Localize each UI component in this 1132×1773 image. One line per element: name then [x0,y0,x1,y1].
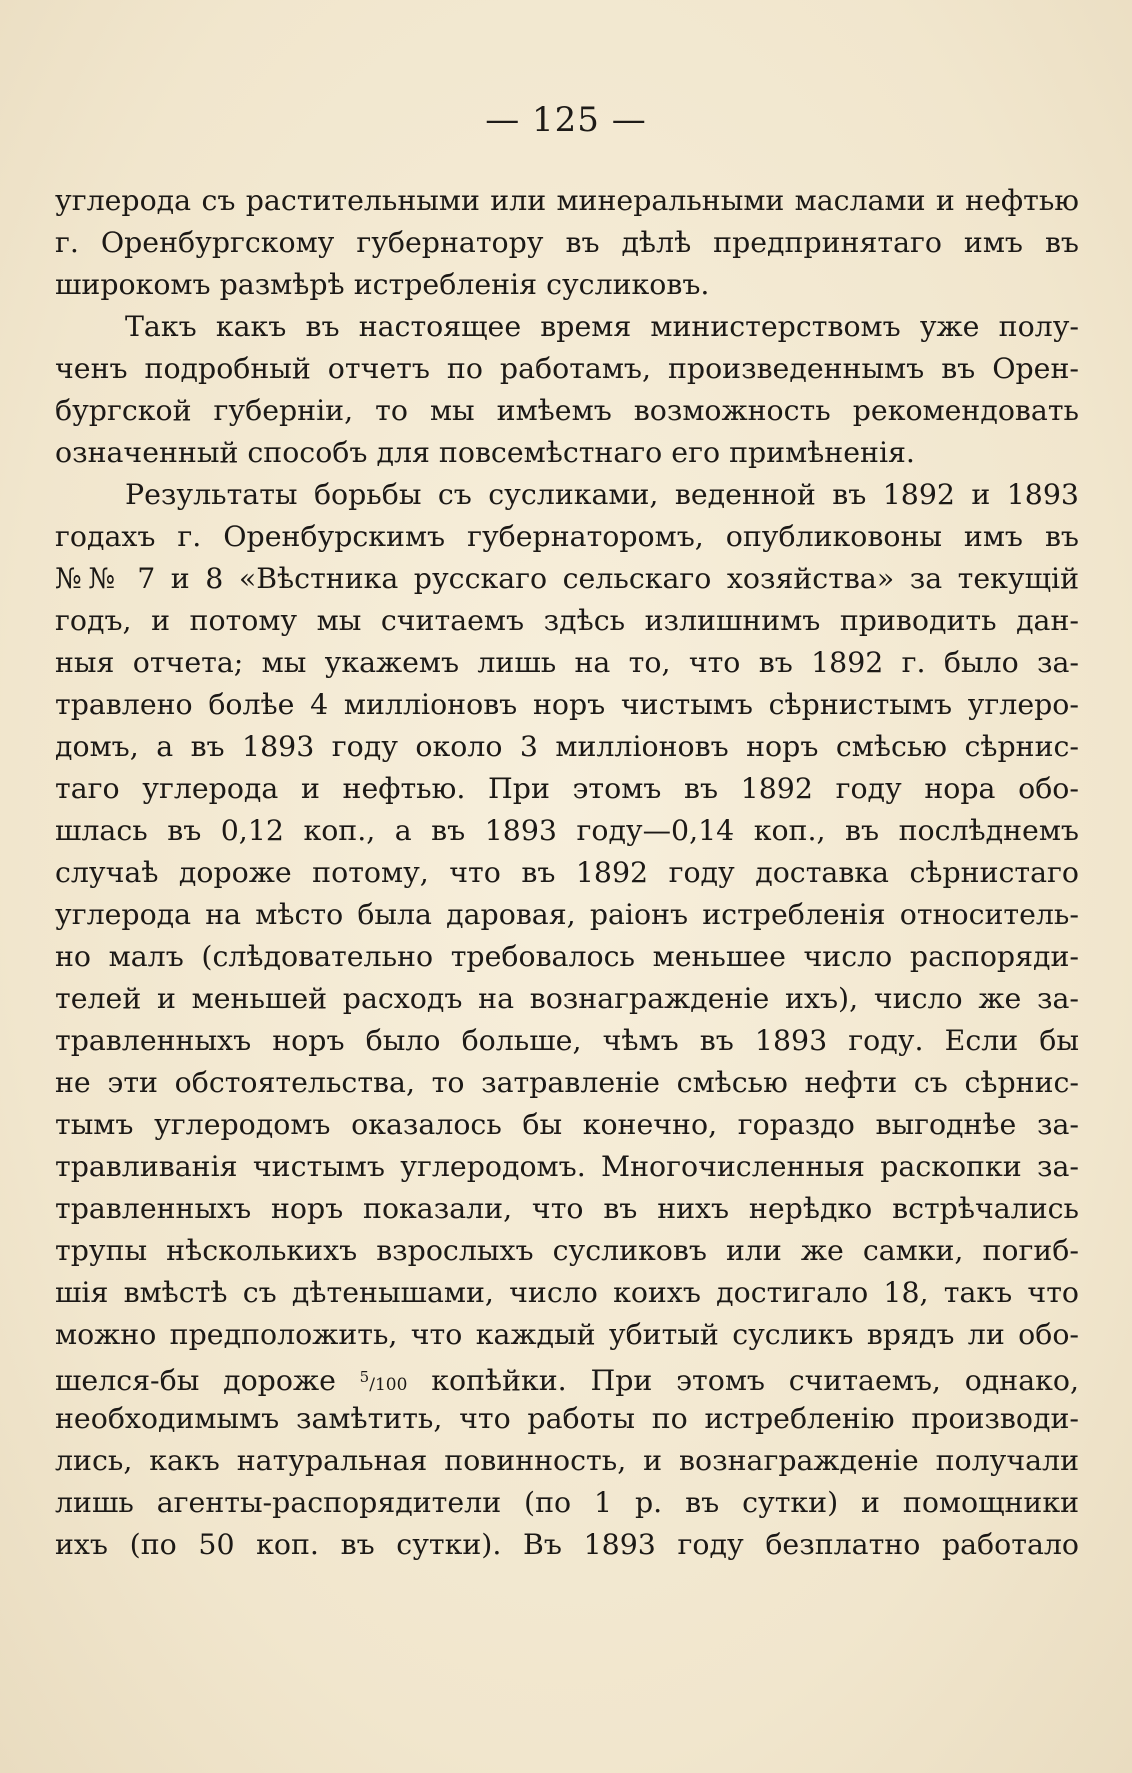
fraction-line-before: шелся-бы дороже [55,1364,336,1397]
text-line: домъ, а въ 1893 году около 3 милліоновъ норъ смѣсью сѣрнис- [55,730,1079,763]
text-line: ныя отчета; мы укажемъ лишь на то, что въ 1892 г. было за- [55,646,1079,679]
text-line: травливанія чистымъ углеродомъ. Многочисленныя раскопки за- [55,1150,1079,1183]
text-line: но малъ (слѣдовательно требовалось меньшее число распоряди- [55,940,1079,973]
text-line: лись, какъ натуральная повинность, и вознагражденіе получали [55,1444,1079,1477]
text-line: шія вмѣстѣ съ дѣтенышами, число коихъ достигало 18, такъ что [55,1276,1079,1309]
page-number: — 125 — [485,100,647,140]
text-line-fraction [55,1356,1079,1398]
text-line: не эти обстоятельства, то затравленіе смѣсью нефти съ сѣрнис- [55,1066,1079,1099]
text-line: бургской губерніи, то мы имѣемъ возможность рекомендовать [55,394,1079,427]
text-line: можно предположить, что каждый убитый сусликъ врядъ ли обо- [55,1318,1079,1351]
text-line: углерода съ растительными или минеральными маслами и нефтью [55,184,1079,217]
text-line: травленныхъ норъ показали, что въ нихъ нерѣдко встрѣчались [55,1192,1079,1225]
fraction-denominator: /100 [369,1375,408,1395]
text-line: случаѣ дороже потому, что въ 1892 году доставка сѣрнистаго [55,856,1079,889]
body-text [55,180,1079,1566]
text-line: шлась въ 0,12 коп., а въ 1893 году—0,14 коп., въ послѣднемъ [55,814,1079,847]
text-line: Такъ какъ въ настоящее время министерствомъ уже полу- [125,310,1079,343]
text-line: означенный способъ для повсемѣстнаго его примѣненія. [55,436,915,469]
text-line: тымъ углеродомъ оказалось бы конечно, гораздо выгоднѣе за- [55,1108,1079,1141]
text-line: Результаты борьбы съ сусликами, веденной въ 1892 и 1893 [125,478,1079,511]
fraction-numerator: 5 [359,1368,370,1386]
text-line: углерода на мѣсто была даровая, раіонъ истребленія относитель- [55,898,1079,931]
text-line: лишь агенты-распорядители (по 1 р. въ сутки) и помощники [55,1486,1079,1519]
text-line: широкомъ размѣрѣ истребленія сусликовъ. [55,268,710,301]
text-line: ченъ подробный отчетъ по работамъ, произведеннымъ въ Орен- [55,352,1079,385]
text-line: необходимымъ замѣтить, что работы по истребленію производи- [55,1402,1079,1435]
text-line: №№ 7 и 8 «Вѣстника русскаго сельскаго хозяйства» за текущій [55,562,1079,595]
text-line: травленныхъ норъ было больше, чѣмъ въ 1893 году. Если бы [55,1024,1079,1057]
text-line: годъ, и потому мы считаемъ здѣсь излишнимъ приводить дан- [55,604,1079,637]
text-line: г. Оренбургскому губернатору въ дѣлѣ предпринятаго имъ въ [55,226,1079,259]
text-line: травлено болѣе 4 милліоновъ норъ чистымъ сѣрнистымъ углеро- [55,688,1079,721]
text-line: телей и меньшей расходъ на вознагражденіе ихъ), число же за- [55,982,1079,1015]
text-line: трупы нѣсколькихъ взрослыхъ сусликовъ или же самки, погиб- [55,1234,1079,1267]
text-line: годахъ г. Оренбурскимъ губернаторомъ, опубликовоны имъ въ [55,520,1079,553]
text-line: ихъ (по 50 коп. въ сутки). Въ 1893 году безплатно работало [55,1528,1079,1561]
fraction-line-after: копѣйки. При этомъ считаемъ, однако, [431,1364,1079,1397]
text-line: таго углерода и нефтью. При этомъ въ 1892 году нора обо- [55,772,1079,805]
